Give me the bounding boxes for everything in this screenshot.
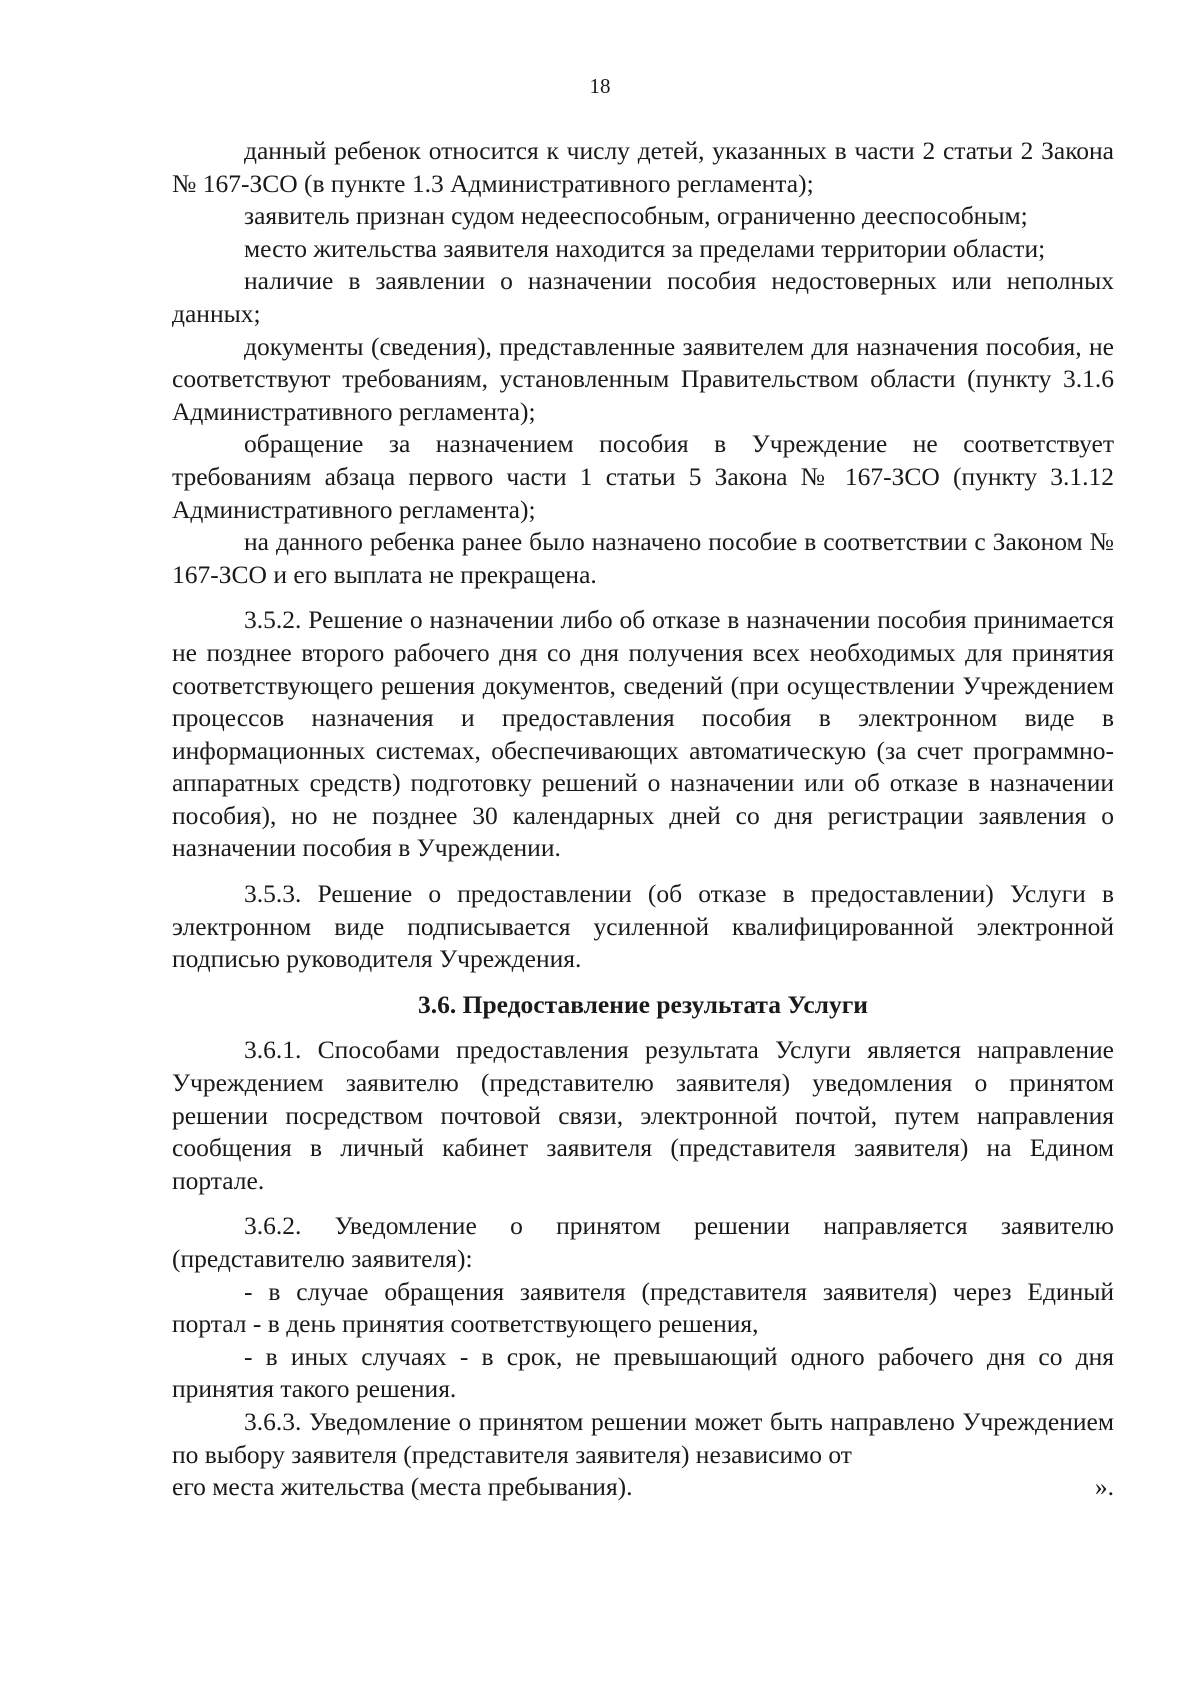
paragraph: место жительства заявителя находится за пределами территории области; — [244, 233, 1046, 263]
list-item: - в иных случаях - в срок, не превышающий одного рабочего дня со дня принятия такого решения. — [172, 1341, 1114, 1404]
paragraph: наличие в заявлении о назначении пособия недостоверных или неполных данных; — [172, 266, 1114, 328]
clause-3-6-3: 3.6.3. Уведомление о принятом решении может быть направлено Учреждением по выбору заявителя (представителя заявителя) независимо от — [172, 1406, 1114, 1469]
paragraph: заявитель признан судом недееспособным, ограниченно дееспособным; — [244, 201, 1028, 231]
section-heading: 3.6. Предоставление результата Услуги — [418, 989, 868, 1019]
paragraph: обращение за назначением пособия в Учреждение не соответствует требованиям абзаца первого части 1 статьи 5 Закона № 167-ЗСО (пункту 3.1.12 Административного регламента); — [172, 429, 1114, 524]
clause-3-6-3-final-line — [172, 1471, 1114, 1504]
clause-3-6-2: 3.6.2. Уведомление о принятом решении направляется заявителю (представителю заявителя): — [172, 1211, 1114, 1273]
page-number: 18 — [589, 74, 611, 98]
document-body — [172, 135, 1114, 1504]
paragraph: на данного ребенка ранее было назначено пособие в соответствии с Законом № 167-ЗСО и его выплата не прекращена. — [172, 527, 1114, 589]
closing-quote: ». — [1094, 1472, 1114, 1502]
paragraph: данный ребенок относится к числу детей, указанных в части 2 статьи 2 Закона № 167-ЗСО (в пункте 1.3 Административного регламента); — [172, 136, 1114, 198]
paragraph: документы (сведения), представленные заявителем для назначения пособия, не соответствуют требованиям, установленным Правительством области (пункту 3.1.6 Административного регламента); — [172, 331, 1114, 426]
list-item: - в случае обращения заявителя (представителя заявителя) через Единый портал - в день принятия соответствующего решения, — [172, 1276, 1114, 1339]
clause-3-5-3: 3.5.3. Решение о предоставлении (об отказе в предоставлении) Услуги в электронном виде подписывается усиленной квалифицированной электронной подписью руководителя Учреждения. — [172, 879, 1114, 974]
clause-3-5-2: 3.5.2. Решение о назначении либо об отказе в назначении пособия принимается не позднее второго рабочего дня со дня получения всех необходимых для принятия соответствующего решения документов, сведений (при осуществлении Учреждением процессов назначения и предоставления пособия в электронном виде в информационных системах, обеспечивающих автоматическую (за счет программно-аппаратных средств) подготовку решений о назначении или об отказе в назначении пособия), но не позднее 30 календарных дней со дня регистрации заявления о назначении пособия в Учреждении. — [172, 605, 1114, 863]
clause-3-6-1: 3.6.1. Способами предоставления результата Услуги является направление Учреждением заявителю (представителю заявителя) уведомления о принятом решении посредством почтовой связи, электронной почтой, путем направления сообщения в личный кабинет заявителя (представителя заявителя) на Едином портале. — [172, 1035, 1114, 1195]
final-line-text: его места жительства (места пребывания). — [172, 1472, 633, 1502]
